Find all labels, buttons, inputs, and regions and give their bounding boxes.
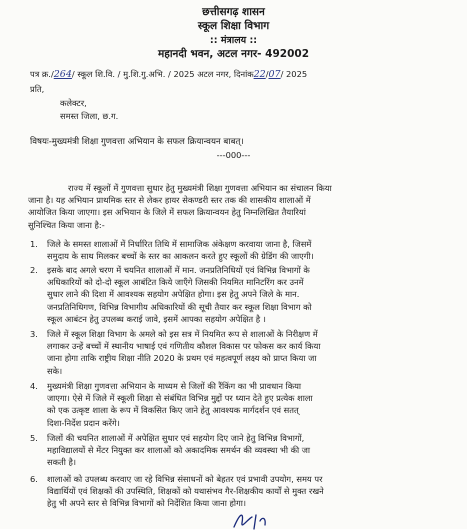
ref-number: 264 [53, 69, 72, 80]
point-line: मुख्यमंत्री शिक्षा गुणवत्ता अभियान के माध्यम से जिलों की रैंकिंग का भी प्रावधान किया [47, 381, 302, 391]
intro-paragraph [28, 182, 440, 231]
point-line: जिले के समस्त शालाओं में निर्धारित तिथि में सामाजिक अंकेक्षण करवाया जाना है, जिसमें [47, 239, 312, 249]
point-line: सके। [47, 365, 63, 376]
address-line: महानदी भवन, अटल नगर- 492002 [157, 48, 309, 60]
point-line: जनप्रतिनिधिगण, विभिन्न विभागीय अधिकारियों की सूची तैयार कर स्कूल शिक्षा विभाग को [47, 301, 312, 312]
ministry-label: :: मंत्रालय :: [209, 35, 258, 46]
point-2 [47, 264, 440, 325]
point-number: 2. [30, 265, 38, 275]
point-line: महाविद्यालयों से मेंटर नियुक्त कर शालाओं को अकादमिक समर्थन की व्यवस्था भी की जा [47, 445, 311, 456]
point-line: जिले में स्कूल शिक्षा विभाग के अमले को इस सत्र में नियमित रूप से शालाओं के निरीक्षण में [47, 329, 318, 339]
point-4 [47, 380, 440, 429]
point-number: 4. [30, 381, 38, 391]
ref-middle: / स्कूल शि.वि. / मु.शि.गु.अभि. / 2025 अटल नगर, दिनांक [71, 69, 254, 79]
point-line: जाना होगा ताकि राष्ट्रीय शिक्षा नीति 2020 के प्रथम एवं महत्वपूर्ण लक्ष्य को प्राप्त किया जा [47, 353, 317, 364]
signature-mark [230, 509, 270, 531]
reference-line [30, 69, 307, 80]
point-5 [47, 432, 440, 469]
point-number: 6. [30, 474, 38, 484]
point-6 [47, 473, 440, 510]
date-day: 22 [253, 69, 266, 80]
point-3 [47, 328, 440, 377]
date-separator: / [265, 69, 269, 79]
point-line: अधिकारियों को दो-दो स्कूल आबंटित किये जाएँगे जिसकी नियमित मानिटरिंग कर उनमें [47, 277, 304, 288]
point-line: जाएगा। ऐसे में जिले में स्कूली शिक्षा से संबंधित विभिन्न मुद्दों पर ध्यान देते हुए प्रत्येक शाला [47, 393, 313, 404]
point-line: सुधार लाने की दिशा में आवश्यक सहयोग अपेक्षित होगा। इस हेतु अपने जिले के मान. [47, 289, 300, 300]
point-number: 1. [30, 239, 38, 249]
divider: ---000--- [216, 150, 251, 160]
point-line: दिशा-निर्देश प्रदान करेंगे। [47, 417, 120, 428]
department-title: स्कूल शिक्षा विभाग [197, 20, 270, 32]
addressee-line-1: कलेक्टर, [60, 98, 87, 108]
point-1 [47, 238, 440, 262]
intro-line: सुनिश्चित किया जाना है:- [28, 219, 105, 230]
addressee-line-2: समस्त जिला, छ.ग. [60, 111, 119, 121]
point-line: को एक उत्कृष्ट शाला के रूप में विकसित किए जाने हेतु आवश्यक मार्गदर्शन एवं सतत् [47, 405, 299, 416]
point-line: लगाकर उन्हें बच्चों में स्थानीय भाषाई एवं गणितीय कौशल विकास पर फोकस कर कार्य किया [47, 341, 321, 352]
intro-line: राज्य में स्कूलों में गुणवत्ता सुधार हेतु मुख्यमंत्री शिक्षा गुणवत्ता अभियान का संचालन किया [68, 183, 332, 193]
date-month: 07 [268, 69, 281, 80]
date-year: / 2025 [280, 69, 308, 79]
point-line: हेतु भी अपने स्तर से विभिन्न विभागों को निर्देशित किया जाना होगा। [47, 498, 247, 509]
govt-title: छत्तीसगढ़ शासन [202, 6, 265, 18]
point-line: जिलों की चयनित शालाओं में अपेक्षित सुधार एवं सहयोग दिए जाने हेतु विभिन्न विभागों, [47, 433, 305, 443]
point-number: 5. [30, 433, 38, 443]
point-line: इसके बाद अगले चरण में चयनित शालाओं में मान. जनप्रतिनिधियों एवं विभिन्न विभागों के [47, 265, 310, 275]
point-line: स्कूल आबंटन हेतु उपलब्ध कराई जावे, इसमें आपका सहयोग अपेक्षित है । [47, 313, 266, 324]
point-line: शालाओं को उपलब्ध करवाए जा रहे विभिन्न संसाधनों को बेहतर एवं प्रभावी उपयोग, समय पर [47, 474, 323, 484]
point-line: सकती है। [47, 457, 77, 468]
intro-line: जाना है। यह अभियान प्राथमिक स्तर से लेकर हायर सेकण्डरी स्तर तक की शासकीय शालाओं में [28, 195, 311, 206]
intro-line: आयोजित किया जाएगा। इस अभियान के जिले में सफल क्रियान्वयन हेतु निम्नलिखित तैयारियां [28, 207, 306, 218]
point-number: 3. [30, 329, 38, 339]
copy-label: प्रति, [30, 84, 45, 94]
point-line: समुदाय के साथ मिलकर बच्चों के स्तर का आकलन करते हुए स्कूलों की ग्रेडिंग की जाएगी। [47, 251, 314, 262]
ref-prefix: पत्र क्र./ [30, 69, 54, 79]
subject-line: विषयः-मुख्यमंत्री शिक्षा गुणवत्ता अभियान के सफल क्रियान्वयन बाबत्। [30, 137, 244, 147]
point-line: विद्यार्थियों एवं शिक्षकों की उपस्थिति, शिक्षकों को यथासंभव गैर-शिक्षकीय कार्यों से मुक्त रखने [47, 486, 324, 497]
